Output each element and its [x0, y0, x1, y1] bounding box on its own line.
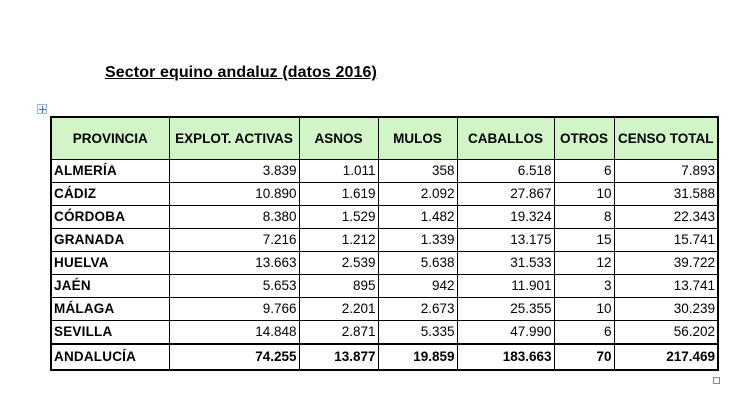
cell-mulos[interactable]: 942 [378, 274, 457, 297]
cell-explot[interactable]: 7.216 [169, 228, 299, 251]
cell-total-censo[interactable]: 217.469 [614, 344, 718, 370]
cell-censo[interactable]: 30.239 [614, 297, 718, 320]
cell-otros[interactable]: 10 [554, 182, 614, 205]
table-row [51, 251, 718, 274]
cell-mulos[interactable]: 2.673 [378, 297, 457, 320]
table-row [51, 205, 718, 228]
cell-caballos[interactable]: 19.324 [457, 205, 554, 228]
table-row [51, 297, 718, 320]
cell-caballos[interactable]: 47.990 [457, 320, 554, 344]
cell-asnos[interactable]: 1.529 [299, 205, 378, 228]
cell-caballos[interactable]: 31.533 [457, 251, 554, 274]
cell-total-explot[interactable]: 74.255 [169, 344, 299, 370]
header-otros[interactable]: OTROS [554, 117, 614, 159]
equine-census-table [50, 116, 719, 371]
header-explot-activas[interactable]: EXPLOT. ACTIVAS [169, 117, 299, 159]
document-title: Sector equino andaluz (datos 2016) [105, 64, 377, 81]
cell-total-otros[interactable]: 70 [554, 344, 614, 370]
cell-censo[interactable]: 13.741 [614, 274, 718, 297]
table-row [51, 228, 718, 251]
cell-censo[interactable]: 56.202 [614, 320, 718, 344]
cell-mulos[interactable]: 5.638 [378, 251, 457, 274]
cell-total-mulos[interactable]: 19.859 [378, 344, 457, 370]
table-row [51, 320, 718, 344]
header-row [51, 117, 718, 159]
cell-otros[interactable]: 6 [554, 320, 614, 344]
cell-otros[interactable]: 12 [554, 251, 614, 274]
cell-otros[interactable]: 10 [554, 297, 614, 320]
cell-mulos[interactable]: 1.482 [378, 205, 457, 228]
table-resize-handle[interactable] [713, 377, 720, 384]
cell-provincia[interactable]: MÁLAGA [51, 297, 169, 320]
cell-explot[interactable]: 13.663 [169, 251, 299, 274]
cell-censo[interactable]: 7.893 [614, 159, 718, 182]
cell-censo[interactable]: 31.588 [614, 182, 718, 205]
cell-explot[interactable]: 10.890 [169, 182, 299, 205]
total-row [51, 344, 718, 370]
cell-otros[interactable]: 8 [554, 205, 614, 228]
cell-asnos[interactable]: 1.011 [299, 159, 378, 182]
cell-asnos[interactable]: 895 [299, 274, 378, 297]
cell-mulos[interactable]: 5.335 [378, 320, 457, 344]
cell-total-caballos[interactable]: 183.663 [457, 344, 554, 370]
cell-otros[interactable]: 15 [554, 228, 614, 251]
cell-asnos[interactable]: 2.871 [299, 320, 378, 344]
cell-otros[interactable]: 6 [554, 159, 614, 182]
header-censo-total[interactable]: CENSO TOTAL [614, 117, 718, 159]
header-asnos[interactable]: ASNOS [299, 117, 378, 159]
cell-total-asnos[interactable]: 13.877 [299, 344, 378, 370]
cell-asnos[interactable]: 1.619 [299, 182, 378, 205]
cell-mulos[interactable]: 2.092 [378, 182, 457, 205]
cell-mulos[interactable]: 358 [378, 159, 457, 182]
cell-provincia[interactable]: CÁDIZ [51, 182, 169, 205]
header-provincia[interactable]: PROVINCIA [51, 117, 169, 159]
cell-explot[interactable]: 9.766 [169, 297, 299, 320]
cell-provincia[interactable]: GRANADA [51, 228, 169, 251]
cell-censo[interactable]: 39.722 [614, 251, 718, 274]
cell-caballos[interactable]: 13.175 [457, 228, 554, 251]
cell-provincia[interactable]: JAÉN [51, 274, 169, 297]
cell-caballos[interactable]: 25.355 [457, 297, 554, 320]
cell-total-provincia[interactable]: ANDALUCÍA [51, 344, 169, 370]
cell-explot[interactable]: 3.839 [169, 159, 299, 182]
cell-provincia[interactable]: ALMERÍA [51, 159, 169, 182]
cell-caballos[interactable]: 27.867 [457, 182, 554, 205]
cell-mulos[interactable]: 1.339 [378, 228, 457, 251]
cell-censo[interactable]: 15.741 [614, 228, 718, 251]
cell-caballos[interactable]: 6.518 [457, 159, 554, 182]
table-row [51, 274, 718, 297]
cell-provincia[interactable]: CÓRDOBA [51, 205, 169, 228]
table-row [51, 159, 718, 182]
cell-otros[interactable]: 3 [554, 274, 614, 297]
header-caballos[interactable]: CABALLOS [457, 117, 554, 159]
cell-provincia[interactable]: HUELVA [51, 251, 169, 274]
cell-caballos[interactable]: 11.901 [457, 274, 554, 297]
table-row [51, 182, 718, 205]
cell-provincia[interactable]: SEVILLA [51, 320, 169, 344]
cell-explot[interactable]: 14.848 [169, 320, 299, 344]
cell-explot[interactable]: 8.380 [169, 205, 299, 228]
cell-censo[interactable]: 22.343 [614, 205, 718, 228]
cell-asnos[interactable]: 2.539 [299, 251, 378, 274]
cell-asnos[interactable]: 2.201 [299, 297, 378, 320]
cell-explot[interactable]: 5.653 [169, 274, 299, 297]
table-move-handle-icon[interactable] [37, 104, 47, 114]
header-mulos[interactable]: MULOS [378, 117, 457, 159]
cell-asnos[interactable]: 1.212 [299, 228, 378, 251]
